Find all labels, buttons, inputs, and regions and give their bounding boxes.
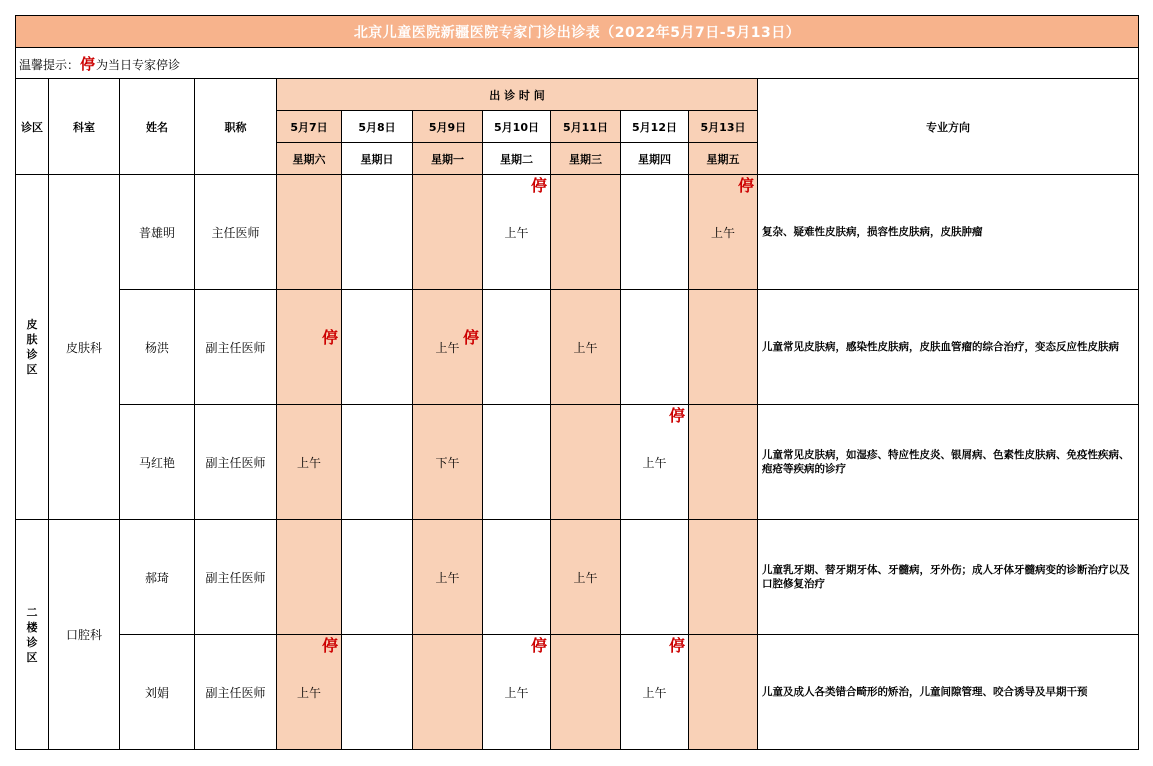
schedule-cell: [413, 290, 483, 405]
schedule-cell: [483, 405, 551, 520]
schedule-cell: [483, 290, 551, 405]
schedule-cell: [621, 520, 689, 635]
schedule-cell: [689, 175, 758, 290]
specialty-direction: 儿童常见皮肤病，感染性皮肤病，皮肤血管瘤的综合治疗，变态反应性皮肤病: [758, 290, 1139, 405]
schedule-cell: [621, 290, 689, 405]
table-row: [16, 635, 1139, 750]
zone-label: 皮肤诊区: [26, 318, 38, 376]
notice: [16, 48, 1139, 79]
doctor-title: 主任医师: [195, 175, 277, 290]
doctor-name: 刘娟: [120, 635, 195, 750]
specialty-direction: 儿童乳牙期、替牙期牙体、牙髓病，牙外伤；成人牙体牙髓病变的诊断治疗以及口腔修复治疗: [758, 520, 1139, 635]
schedule-cell: [621, 405, 689, 520]
weekday-header: 星期四: [621, 143, 689, 175]
stop-icon: 停: [530, 636, 547, 655]
doctor-name: 杨洪: [120, 290, 195, 405]
session-label: 上午: [435, 570, 460, 585]
specialty-direction: 儿童及成人各类错合畸形的矫治，儿童间隙管理、咬合诱导及早期干预: [758, 635, 1139, 750]
schedule-cell: [413, 405, 483, 520]
notice-prefix: 温馨提示：: [19, 57, 80, 72]
dept-cell: 皮肤科: [49, 175, 120, 520]
schedule-cell: [342, 635, 413, 750]
doctor-name: 普雄明: [120, 175, 195, 290]
schedule-cell: [342, 175, 413, 290]
stop-icon: 停: [462, 328, 479, 347]
zone-cell: [16, 175, 49, 520]
schedule-cell: [413, 635, 483, 750]
schedule-cell: [689, 635, 758, 750]
date-header: 5月7日: [277, 111, 342, 143]
stop-icon: 停: [668, 406, 685, 425]
doctor-title: 副主任医师: [195, 405, 277, 520]
schedule-cell: [277, 635, 342, 750]
table-row: [16, 290, 1139, 405]
weekday-header: 星期日: [342, 143, 413, 175]
doctor-name: 郝琦: [120, 520, 195, 635]
schedule-cell: [621, 175, 689, 290]
session-label: 上午: [296, 455, 321, 470]
schedule-cell: [342, 405, 413, 520]
schedule-cell: [551, 290, 621, 405]
stop-icon: 停: [321, 636, 338, 655]
dept-cell: 口腔科: [49, 520, 120, 750]
doctor-title: 副主任医师: [195, 520, 277, 635]
schedule-cell: [277, 290, 342, 405]
date-header: 5月8日: [342, 111, 413, 143]
schedule-cell: [413, 520, 483, 635]
weekday-header: 星期六: [277, 143, 342, 175]
date-header: 5月13日: [689, 111, 758, 143]
schedule-cell: [413, 175, 483, 290]
session-label: 上午: [504, 685, 529, 700]
schedule-cell: [689, 405, 758, 520]
schedule-cell: [277, 175, 342, 290]
schedule-cell: [483, 635, 551, 750]
table-row: [16, 405, 1139, 520]
schedule-cell: [277, 520, 342, 635]
weekday-header: 星期五: [689, 143, 758, 175]
stop-icon: 停: [530, 176, 547, 195]
date-header: 5月9日: [413, 111, 483, 143]
header-dept: 科室: [49, 79, 120, 175]
schedule-table: [15, 15, 1139, 750]
schedule-cell: [551, 175, 621, 290]
schedule-cell: [342, 520, 413, 635]
schedule-cell: [689, 290, 758, 405]
doctor-title: 副主任医师: [195, 290, 277, 405]
schedule-cell: [551, 405, 621, 520]
schedule-cell: [483, 520, 551, 635]
session-label: 上午: [504, 225, 529, 240]
header-direction: 专业方向: [758, 79, 1139, 175]
schedule-cell: [551, 520, 621, 635]
zone-cell: [16, 520, 49, 750]
schedule-cell: [551, 635, 621, 750]
session-label: 下午: [435, 455, 460, 470]
session-label: 上午: [710, 225, 735, 240]
stop-icon: 停: [737, 176, 754, 195]
doctor-name: 马红艳: [120, 405, 195, 520]
weekday-header: 星期二: [483, 143, 551, 175]
session-label: 上午: [642, 685, 667, 700]
schedule-cell: [277, 405, 342, 520]
page-title: 北京儿童医院新疆医院专家门诊出诊表（2022年5月7日-5月13日）: [16, 16, 1139, 48]
session-label: 上午: [642, 455, 667, 470]
weekday-header: 星期一: [413, 143, 483, 175]
session-label: 上午: [573, 340, 598, 355]
table-row: [16, 520, 1139, 635]
doctor-title: 副主任医师: [195, 635, 277, 750]
header-schedule: 出 诊 时 间: [277, 79, 758, 111]
schedule-cell: [483, 175, 551, 290]
specialty-direction: 儿童常见皮肤病，如湿疹、特应性皮炎、银屑病、色素性皮肤病、免疫性疾病、疱疮等疾病的诊疗: [758, 405, 1139, 520]
table-row: [16, 175, 1139, 290]
header-title: 职称: [195, 79, 277, 175]
stop-legend-icon: 停: [80, 54, 96, 73]
stop-icon: 停: [321, 328, 338, 347]
schedule-cell: [689, 520, 758, 635]
schedule-cell: [621, 635, 689, 750]
session-label: 上午: [435, 340, 460, 355]
zone-label: 二楼诊区: [26, 605, 38, 664]
session-label: 上午: [573, 570, 598, 585]
notice-suffix: 为当日专家停诊: [96, 57, 181, 72]
date-header: 5月12日: [621, 111, 689, 143]
header-name: 姓名: [120, 79, 195, 175]
stop-icon: 停: [668, 636, 685, 655]
session-label: 上午: [296, 685, 321, 700]
date-header: 5月11日: [551, 111, 621, 143]
schedule-cell: [342, 290, 413, 405]
weekday-header: 星期三: [551, 143, 621, 175]
header-zone: 诊区: [16, 79, 49, 175]
date-header: 5月10日: [483, 111, 551, 143]
specialty-direction: 复杂、疑难性皮肤病，损容性皮肤病，皮肤肿瘤: [758, 175, 1139, 290]
